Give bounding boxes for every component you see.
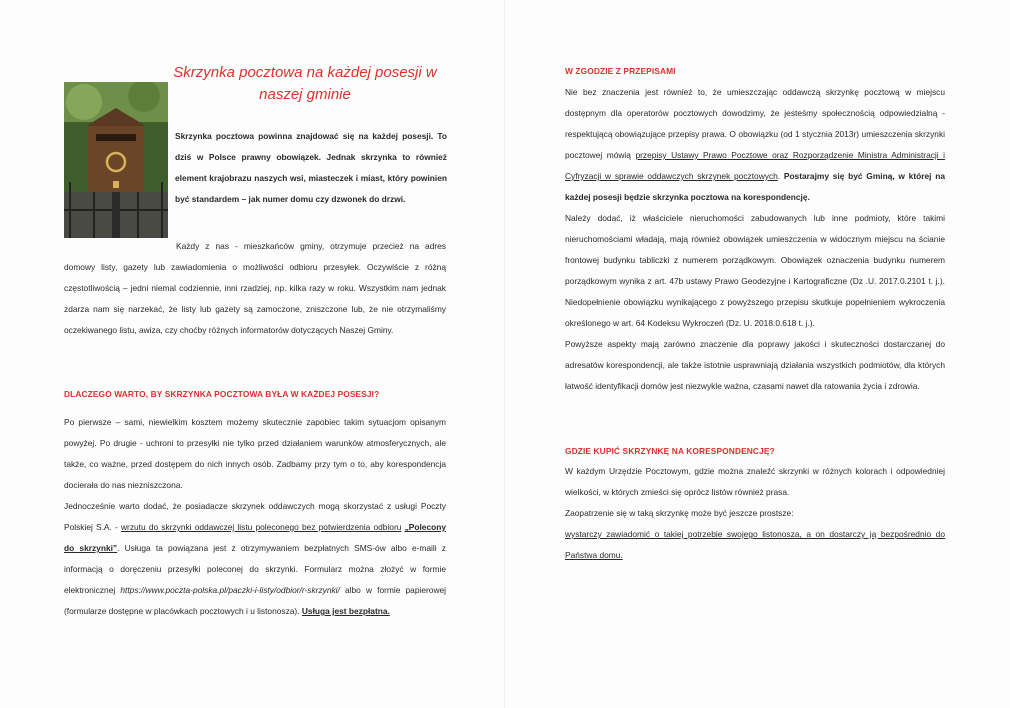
polecony-service-link[interactable]: wrzutu do skrzynki oddawczej listu poleconego bez potwierdzenia odbioru — [120, 522, 402, 532]
regulations-text-a: Nie bez znaczenia jest również to, że umieszczając oddawczą skrzynkę pocztową w miejscu dostępnym dla operatorów pocztowych dowodzimy, że jesteśmy społecznością odpowiedzialną - respektującą obowiązujące przepisy prawa. O obowiązku (od 1 stycznia 2013r) umieszczenia skrzynki pocztowej mówią — [565, 87, 945, 160]
where-buy-paragraph — [565, 461, 945, 566]
heading-regulations: W ZGODZIE Z PRZEPISAMI — [565, 66, 676, 76]
paragraph-2 — [64, 412, 446, 622]
paragraph-1-text: Każdy z nas - mieszkańców gminy, otrzymuje przecież na adres domowy listy, gazety lub zawiadomienia o możliwości odbioru przesyłek. Oczywiście z różną częstotliwością – jedni niemal codziennie, inni rzadziej, np. kilka razy w roku. Wszystkim nam jednak zdarza nam się narzekać, że listy lub gazety są zamoczone, zniszczone lub, że nie otrzymaliśmy oczekiwanego listu, awiza, czy choćby różnych informatorów dotyczących Naszej Gminy. — [64, 241, 446, 335]
poczta-url-link[interactable]: https://www.poczta-polska.pl/paczki-i-listy/odbior/r-skrzynki/ — [120, 585, 340, 595]
regulations-text-b: . — [777, 171, 784, 181]
mailbox-photo-icon — [64, 82, 168, 238]
regulations-bold: Postarajmy się być Gminą, w której na każdej posesji będzie skrzynka pocztowa na korespondencję. — [565, 171, 945, 202]
paragraph-3 — [64, 496, 446, 622]
heading-why: DLACZEGO WARTO, BY SKRZYNKA POCZTOWA BYŁA W KAŻDEJ POSESJI? — [64, 389, 380, 399]
regulations-paragraph — [565, 82, 945, 397]
paragraph-3-text-c: albo w formie papierowej (formularze dostępne w placówkach pocztowych i u listonosza). — [64, 585, 447, 616]
numbering-paragraph: Należy dodać, iż właściciele nieruchomości zabudowanych lub inne podmioty, które takimi nieruchomościami władają, mają również obowiązek umieszczenia w widocznym miejscu na ścianie frontowej budynku tabliczki z numerem porządkowym. Obowiązek oznaczenia budynku numerem porządkowym wynika z art. 47b ustawy Prawo Geodezyjne i Kartograficzne (Dz .U. 2017.0.2101 t. j.). Niedopełnienie obowiązku wynikającego z powyższego przepisu skutkuje popełnieniem wykroczenia określonego w art. 64 Kodeksu Wykroczeń (Dz. U. 2018.0.618 t. j.). — [565, 213, 945, 328]
mailbox-photo — [64, 82, 168, 238]
heading-where-buy: GDZIE KUPIĆ SKRZYNKĘ NA KORESPONDENCJĘ? — [565, 446, 775, 456]
paragraph-2-text: Po pierwsze – sami, niewielkim kosztem możemy skutecznie zapobiec takim sytuacjom opisanym powyżej. Po drugie - uchroni to przesyłki nie tylko przed działaniem warunków atmosferycznych, ale także, co ważne, przed dostępem do nich innych osób. Zadbamy przy tym o to, aby korespondencja docierała do nas niezniszczona. — [64, 417, 446, 490]
paragraph-3-text-a: Jednocześnie warto dodać, że posiadacze skrzynek oddawczych mogą skorzystać z usługi Poczty Polskiej S.A. - — [64, 501, 446, 532]
postman-link[interactable]: wystarczy zawiadomić o takiej potrzebie swojego listonosza, a on dostarczy ją bezpośrednio do Państwa domu. — [565, 529, 945, 560]
page-divider — [504, 0, 505, 708]
intro-text: Skrzynka pocztowa powinna znajdować się na każdej posesji. To dziś w Polsce prawny obowiązek. Jednak skrzynka to również element krajobrazu naszych wsi, miasteczek i miast, który powinien być standardem – jak numer domu czy dzwonek do drzwi. — [175, 131, 447, 204]
simpler-text: Zaopatrzenie się w taką skrzynkę może być jeszcze prostsze: — [565, 508, 794, 518]
paragraph-3-text-b: . Usługa ta powiązana jest z otrzymywaniem bezpłatnych SMS-ów albo e-maili z informacją o doręczeniu przesyłki poleconej do skrzynki. Formularz można złożyć w formie elektronicznej — [64, 543, 446, 595]
regulations-link[interactable]: przepisy Ustawy Prawo Pocztowe oraz Rozporządzenie Ministra Administracji i Cyfryzacji w sprawie oddawczych skrzynek pocztowych — [565, 150, 946, 181]
free-service-note: Usługa jest bezpłatna. — [301, 606, 390, 616]
article-title: Skrzynka pocztowa na każdej posesji w naszej gminie — [173, 64, 437, 103]
aspects-paragraph: Powyższe aspekty mają zarówno znaczenie dla poprawy jakości i skuteczności dostarczanej do adresatów korespondencji, ale także istotnie usprawniają działania wszystkich podmiotów, dla których łatwość identyfikacji domów jest niezwykle ważna, czasami nawet dla ratowania życia i zdrowia. — [565, 339, 945, 391]
where-buy-text: W każdym Urzędzie Pocztowym, gdzie można znaleźć skrzynki w różnych kolorach i odpowiedniej wielkości, w których zmieści się oprócz listów również prasa. — [565, 466, 945, 497]
paragraph-1 — [64, 236, 446, 341]
polecony-quote[interactable]: „Polecony do skrzynki” — [64, 522, 447, 553]
